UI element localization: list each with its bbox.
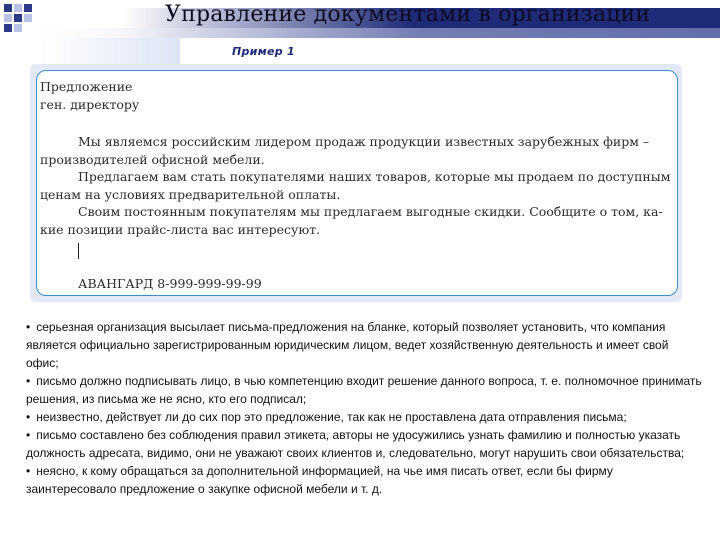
list-item	[26, 462, 702, 498]
title-shade	[40, 28, 720, 38]
addressee-line: Предложение	[40, 79, 133, 94]
deco-square	[4, 14, 12, 22]
letter-addressee	[40, 78, 139, 113]
letter-body	[40, 133, 672, 238]
letter-paragraph: Мы являемся российским лидером продаж продукции известных зарубежных фирм – производителей офисной мебели.	[40, 134, 650, 167]
sample-letter	[36, 70, 678, 296]
list-item-text: неизвестно, действует ли до сих пор это предложение, так как не проставлена дата отправления письма;	[36, 410, 627, 424]
bullet-icon: •	[26, 320, 31, 334]
deco-square	[24, 4, 32, 12]
list-item	[26, 372, 702, 408]
list-item	[26, 318, 702, 372]
list-item-text: письмо составлено без соблюдения правил этикета, авторы не удосужились узнать фамилию и полностью указать должность адресата, видимо, они не уважают своих клиентов и, следовательно, могут нарушить свои обязательства;	[26, 428, 685, 460]
bullet-icon: •	[26, 428, 31, 442]
letter-paragraph: Предлагаем вам стать покупателями наших товаров, которые мы продаем по доступным ценам на условиях предварительной оплаты.	[40, 169, 671, 202]
slide-title: Управление документами в организации	[165, 2, 651, 27]
list-item-text: письмо должно подписывать лицо, в чью компетенцию входит решение данного вопроса, т. е. полномочное принимать решения, из письма же не ясно, кто его подписал;	[26, 374, 702, 406]
deco-square	[14, 14, 22, 22]
deco-square	[4, 4, 12, 12]
addressee-line: ген. директору	[40, 96, 140, 112]
example-label: Пример 1	[232, 45, 295, 58]
list-item	[26, 426, 702, 462]
list-item-text: серьезная организация высылает письма-предложения на бланке, который позволяет установить, что компания является официально зарегистрированным юридическим лицом, ведет хозяйственную деятельность и имеет свой офис;	[26, 320, 669, 370]
list-item	[26, 408, 702, 426]
letter-paragraph: Своим постоянным покупателям мы предлагаем выгодные скидки. Сообщите о том, ка-кие позиции прайс-листа вас интересуют.	[40, 204, 663, 237]
deco-square	[14, 4, 22, 12]
letter-signature: АВАНГАРД 8-999-999-99-99	[78, 276, 262, 291]
list-item-text: неясно, к кому обращаться за дополнительной информацией, на чье имя писать ответ, если бы фирму заинтересовало предложение о закупке офисной мебели и т. д.	[26, 464, 613, 496]
bullet-icon: •	[26, 410, 31, 424]
deco-square	[14, 24, 22, 32]
deco-square	[4, 24, 12, 32]
text-cursor	[78, 243, 79, 259]
critique-list	[26, 318, 702, 498]
bullet-icon: •	[26, 374, 31, 388]
bullet-icon: •	[26, 464, 31, 478]
deco-square	[24, 14, 32, 22]
